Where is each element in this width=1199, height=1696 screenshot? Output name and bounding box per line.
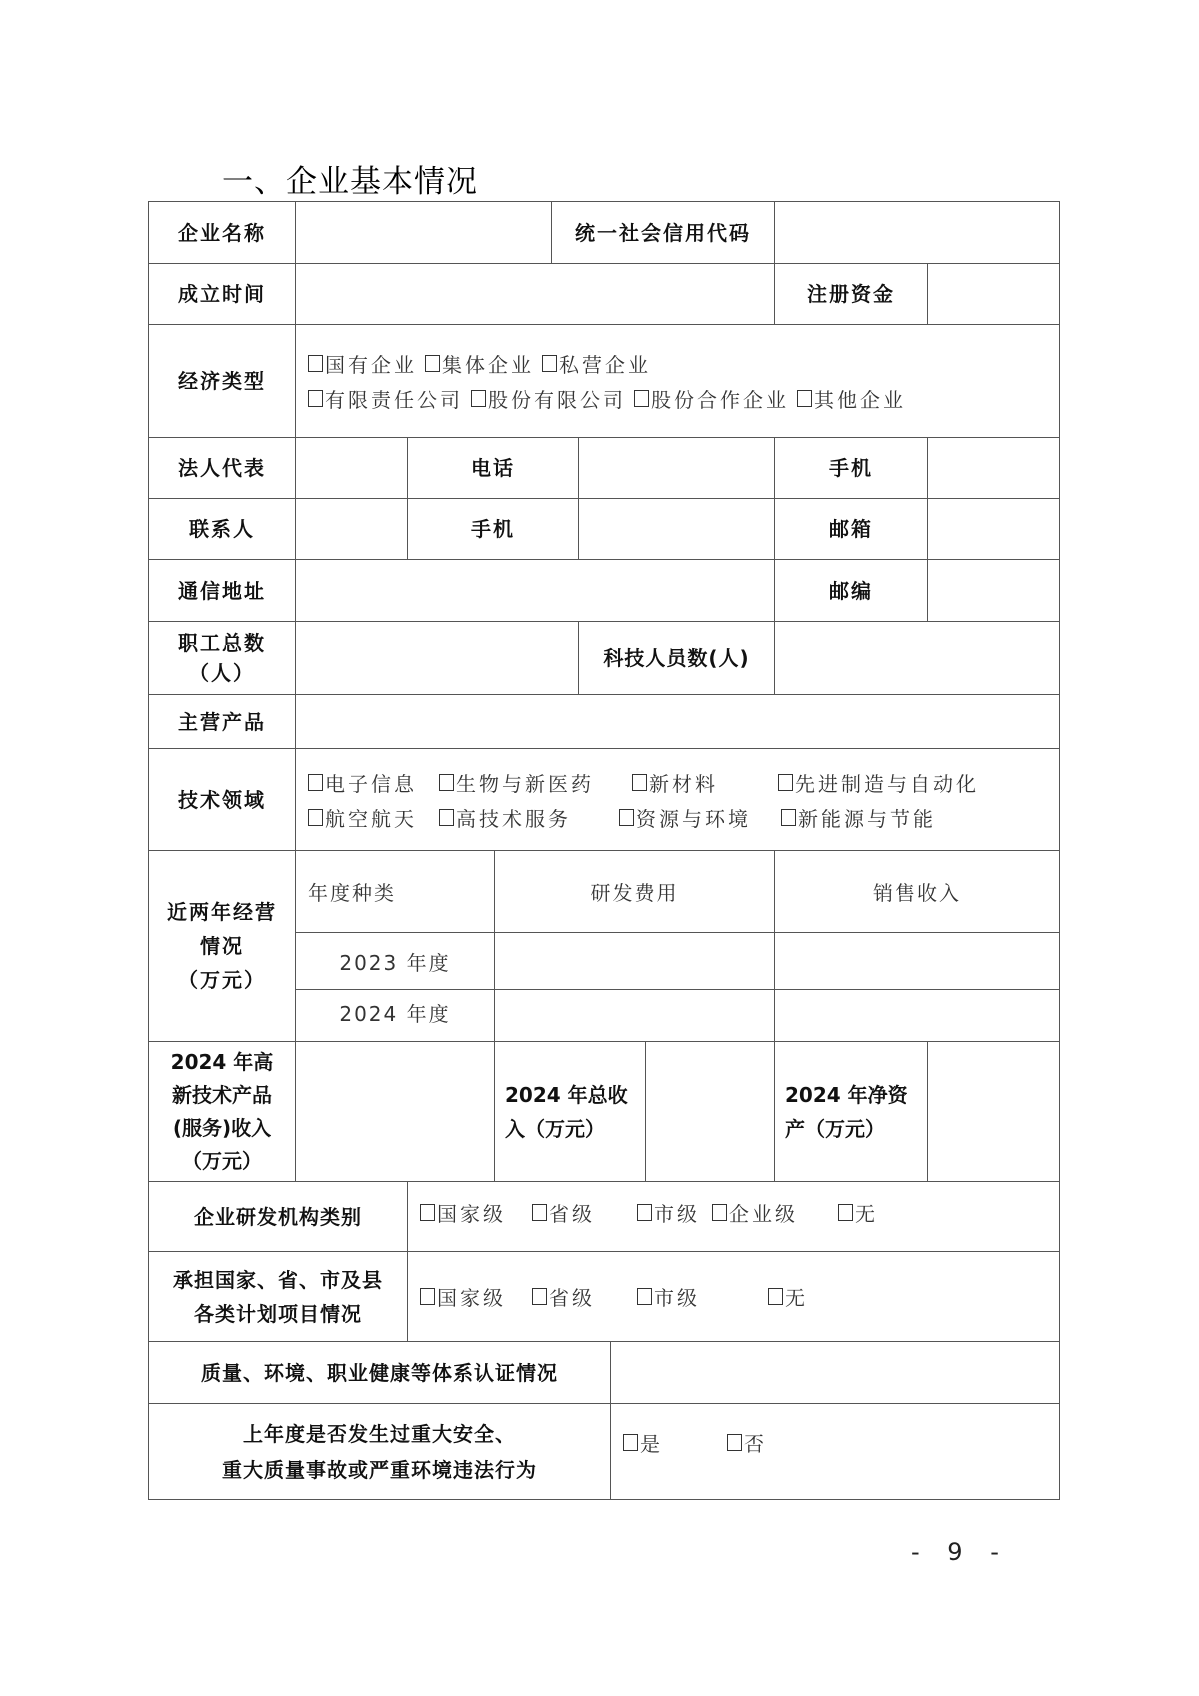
label-incident <box>148 1403 611 1500</box>
label-postcode: 邮编 <box>774 559 928 622</box>
checkbox-option[interactable] <box>542 349 651 378</box>
col-sales: 销售收入 <box>774 850 1060 933</box>
label-hitech-income <box>148 1041 296 1182</box>
checkbox-icon[interactable] <box>637 1204 652 1221</box>
checkbox-label: 资源与环境 <box>636 806 751 831</box>
checkbox-icon[interactable] <box>420 1204 435 1221</box>
credit-code-field[interactable] <box>774 201 1060 264</box>
econ-type-options <box>295 324 1060 438</box>
staff-total-field[interactable] <box>295 621 579 695</box>
rd-org-row <box>420 1198 878 1227</box>
hitech-income-field[interactable] <box>295 1041 495 1182</box>
sales-2023-field[interactable] <box>774 932 1060 990</box>
incident-row <box>623 1428 767 1457</box>
contact-mobile-field[interactable] <box>578 498 775 560</box>
checkbox-icon[interactable] <box>308 809 323 826</box>
checkbox-option[interactable] <box>308 768 417 797</box>
label-tech-field: 技术领域 <box>148 748 296 851</box>
tech-field-row-2 <box>308 803 936 832</box>
checkbox-icon[interactable] <box>712 1204 727 1221</box>
checkbox-label: 企业级 <box>729 1202 798 1226</box>
checkbox-label: 市级 <box>654 1286 700 1310</box>
checkbox-label: 私营企业 <box>559 353 651 377</box>
label-total-revenue-line1: 2024 年总收 <box>505 1082 628 1107</box>
label-certification: 质量、环境、职业健康等体系认证情况 <box>148 1341 611 1404</box>
label-total-revenue-line2: 入（万元） <box>505 1116 605 1141</box>
checkbox-option[interactable] <box>425 349 534 378</box>
label-email: 邮箱 <box>774 498 928 560</box>
total-revenue-field[interactable] <box>645 1041 775 1182</box>
label-net-assets-line2: 产（万元） <box>785 1116 885 1141</box>
checkbox-icon[interactable] <box>634 390 649 407</box>
checkbox-label: 省级 <box>549 1202 595 1226</box>
econ-type-row-2 <box>308 384 906 413</box>
checkbox-option[interactable] <box>712 1198 798 1227</box>
label-net-assets-line1: 2024 年净资 <box>785 1082 908 1107</box>
checkbox-icon[interactable] <box>439 809 454 826</box>
label-address: 通信地址 <box>148 559 296 622</box>
label-hitech-line3: (服务)收入 <box>172 1115 272 1140</box>
checkbox-option[interactable] <box>532 1282 595 1311</box>
tech-field-options <box>295 748 1060 851</box>
checkbox-label: 国家级 <box>437 1202 506 1226</box>
checkbox-option[interactable] <box>797 384 906 413</box>
label-mobile: 手机 <box>774 437 928 499</box>
checkbox-icon[interactable] <box>778 774 793 791</box>
project-options <box>407 1251 1060 1342</box>
founded-field[interactable] <box>295 263 775 325</box>
checkbox-icon[interactable] <box>532 1288 547 1305</box>
contact-field[interactable] <box>295 498 408 560</box>
col-year-type: 年度种类 <box>295 850 495 933</box>
section-heading: 一、企业基本情况 <box>222 164 478 200</box>
rd-org-options <box>407 1181 1060 1252</box>
checkbox-label: 新材料 <box>649 771 718 796</box>
checkbox-option[interactable] <box>727 1428 767 1457</box>
checkbox-option[interactable] <box>838 1198 878 1227</box>
phone-field[interactable] <box>578 437 775 499</box>
email-field[interactable] <box>927 498 1060 560</box>
legal-rep-field[interactable] <box>295 437 408 499</box>
checkbox-option[interactable] <box>420 1198 506 1227</box>
col-rd-cost: 研发费用 <box>494 850 775 933</box>
checkbox-option[interactable] <box>637 1282 700 1311</box>
row-2024-label: 2024 年度 <box>295 989 495 1042</box>
label-projects-line2: 各类计划项目情况 <box>194 1301 362 1326</box>
checkbox-label: 是 <box>640 1432 663 1456</box>
project-row <box>420 1282 808 1311</box>
checkbox-label: 生物与新医药 <box>456 771 594 796</box>
label-operations-line2: 情况 <box>200 934 244 958</box>
tech-staff-field[interactable] <box>774 621 1060 695</box>
label-hitech-line4: （万元） <box>182 1148 262 1173</box>
label-projects <box>148 1251 408 1342</box>
checkbox-option[interactable] <box>781 803 936 832</box>
page-number: - 9 - <box>911 1538 1009 1566</box>
label-founded: 成立时间 <box>148 263 296 325</box>
checkbox-label: 高技术服务 <box>456 806 571 831</box>
mobile-field[interactable] <box>927 437 1060 499</box>
rd-cost-2024-field[interactable] <box>494 989 775 1042</box>
company-name-field[interactable] <box>295 201 552 264</box>
sales-2024-field[interactable] <box>774 989 1060 1042</box>
label-incident-line1: 上年度是否发生过重大安全、 <box>243 1421 516 1446</box>
checkbox-icon[interactable] <box>308 390 323 407</box>
reg-capital-field[interactable] <box>927 263 1060 325</box>
label-operations <box>148 850 296 1042</box>
checkbox-label: 市级 <box>654 1202 700 1226</box>
rd-cost-2023-field[interactable] <box>494 932 775 990</box>
label-staff-total <box>148 621 296 695</box>
checkbox-label: 先进制造与自动化 <box>795 771 979 796</box>
label-hitech-line2: 新技术产品 <box>172 1082 272 1107</box>
checkbox-label: 无 <box>855 1202 878 1226</box>
label-reg-capital: 注册资金 <box>774 263 928 325</box>
checkbox-option[interactable] <box>471 384 626 413</box>
main-product-field[interactable] <box>295 694 1060 749</box>
checkbox-icon[interactable] <box>619 809 634 826</box>
checkbox-option[interactable] <box>308 384 463 413</box>
label-main-product: 主营产品 <box>148 694 296 749</box>
label-contact: 联系人 <box>148 498 296 560</box>
label-net-assets <box>774 1041 928 1182</box>
checkbox-label: 国有企业 <box>325 353 417 377</box>
checkbox-label: 航空航天 <box>325 806 417 831</box>
postcode-field[interactable] <box>927 559 1060 622</box>
label-projects-line1: 承担国家、省、市及县 <box>173 1267 383 1292</box>
checkbox-label: 新能源与节能 <box>798 806 936 831</box>
checkbox-option[interactable] <box>308 803 417 832</box>
label-legal-rep: 法人代表 <box>148 437 296 499</box>
checkbox-label: 省级 <box>549 1286 595 1310</box>
checkbox-icon[interactable] <box>308 355 323 372</box>
checkbox-icon[interactable] <box>308 774 323 791</box>
checkbox-icon[interactable] <box>532 1204 547 1221</box>
label-contact-mobile: 手机 <box>407 498 579 560</box>
checkbox-icon[interactable] <box>420 1288 435 1305</box>
checkbox-icon[interactable] <box>781 809 796 826</box>
label-credit-code: 统一社会信用代码 <box>551 201 775 264</box>
label-hitech-line1: 2024 年高 <box>170 1049 274 1074</box>
label-rd-org: 企业研发机构类别 <box>148 1181 408 1252</box>
checkbox-option[interactable] <box>439 803 571 832</box>
checkbox-option[interactable] <box>420 1282 506 1311</box>
checkbox-option[interactable] <box>634 384 789 413</box>
checkbox-label: 否 <box>744 1432 767 1456</box>
label-total-revenue <box>494 1041 646 1182</box>
incident-options <box>610 1403 1060 1500</box>
tech-field-row-1 <box>308 768 979 797</box>
checkbox-option[interactable] <box>768 1282 808 1311</box>
checkbox-icon[interactable] <box>542 355 557 372</box>
net-assets-field[interactable] <box>927 1041 1060 1182</box>
checkbox-icon[interactable] <box>425 355 440 372</box>
label-company-name: 企业名称 <box>148 201 296 264</box>
checkbox-label: 股份合作企业 <box>651 388 789 412</box>
checkbox-option[interactable] <box>619 803 751 832</box>
econ-type-row-1 <box>308 349 651 378</box>
checkbox-option[interactable] <box>637 1198 700 1227</box>
row-2023-label: 2023 年度 <box>295 932 495 990</box>
checkbox-label: 股份有限公司 <box>488 388 626 412</box>
checkbox-icon[interactable] <box>838 1204 853 1221</box>
label-staff-total-line1: 职工总数 <box>178 631 266 655</box>
checkbox-option[interactable] <box>308 349 417 378</box>
checkbox-option[interactable] <box>623 1428 663 1457</box>
checkbox-label: 集体企业 <box>442 353 534 377</box>
checkbox-icon[interactable] <box>637 1288 652 1305</box>
checkbox-label: 有限责任公司 <box>325 388 463 412</box>
checkbox-label: 无 <box>785 1286 808 1310</box>
label-phone: 电话 <box>407 437 579 499</box>
checkbox-icon[interactable] <box>623 1434 638 1451</box>
certification-field[interactable] <box>610 1341 1060 1404</box>
checkbox-label: 其他企业 <box>814 388 906 412</box>
checkbox-label: 国家级 <box>437 1286 506 1310</box>
checkbox-label: 电子信息 <box>325 771 417 796</box>
checkbox-icon[interactable] <box>768 1288 783 1305</box>
label-incident-line2: 重大质量事故或严重环境违法行为 <box>222 1457 537 1482</box>
checkbox-icon[interactable] <box>632 774 647 791</box>
checkbox-icon[interactable] <box>439 774 454 791</box>
label-operations-line3: （万元） <box>178 968 266 992</box>
checkbox-option[interactable] <box>532 1198 595 1227</box>
label-econ-type: 经济类型 <box>148 324 296 438</box>
label-staff-total-line2: （人） <box>189 661 255 685</box>
checkbox-option[interactable] <box>778 768 979 797</box>
label-tech-staff: 科技人员数(人) <box>578 621 775 695</box>
enterprise-info-table <box>148 201 1060 1500</box>
checkbox-icon[interactable] <box>471 390 486 407</box>
checkbox-option[interactable] <box>632 768 718 797</box>
label-operations-line1: 近两年经营 <box>167 900 277 924</box>
checkbox-option[interactable] <box>439 768 594 797</box>
checkbox-icon[interactable] <box>797 390 812 407</box>
checkbox-icon[interactable] <box>727 1434 742 1451</box>
address-field[interactable] <box>295 559 775 622</box>
